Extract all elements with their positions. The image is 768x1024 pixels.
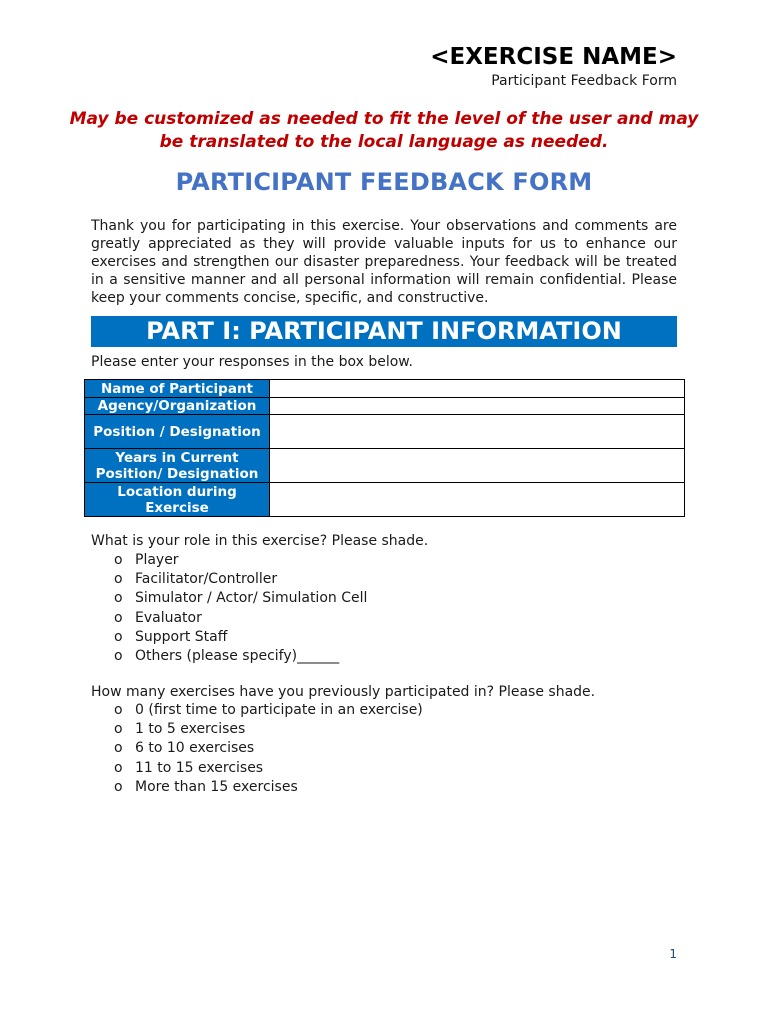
header-subtitle: Participant Feedback Form xyxy=(491,73,677,89)
list-item[interactable] xyxy=(114,551,367,570)
part1-banner: PART I: PARTICIPANT INFORMATION xyxy=(91,316,677,347)
option-label: Support Staff xyxy=(135,628,228,645)
question-role-prompt: What is your role in this exercise? Please shade. xyxy=(91,533,429,549)
field-input-name[interactable] xyxy=(270,380,685,398)
option-label: 0 (first time to participate in an exercise) xyxy=(135,702,423,718)
intro-paragraph: Thank you for participating in this exercise. Your observations and comments are greatly appreciated as they will provide valuable inputs for us to enhance our exercises and strengthen our disaster preparedness. Your feedback will be treated in a sensitive manner and all personal information will remain confidential. Please keep your comments concise, specific, and constructive. xyxy=(91,218,677,306)
list-item[interactable] xyxy=(114,589,367,608)
option-bullet: o xyxy=(114,702,123,718)
option-bullet: o xyxy=(114,552,123,568)
field-label-location: Location during Exercise xyxy=(85,483,270,517)
list-item[interactable] xyxy=(114,701,423,720)
count-options-list xyxy=(114,701,423,797)
field-input-position[interactable] xyxy=(270,415,685,449)
customization-note: May be customized as needed to fit the level of the user and may be translated to the local language as needed. xyxy=(69,109,699,152)
list-item[interactable] xyxy=(114,570,367,589)
option-label: 1 to 5 exercises xyxy=(135,721,246,738)
form-title: PARTICIPANT FEEDBACK FORM xyxy=(175,168,593,196)
list-item[interactable] xyxy=(114,739,423,758)
question-count-prompt: How many exercises have you previously participated in? Please shade. xyxy=(91,684,596,700)
option-bullet: o xyxy=(114,778,123,795)
table-row xyxy=(85,398,685,415)
exercise-name-heading: <EXERCISE NAME> xyxy=(430,44,677,70)
field-label-agency: Agency/Organization xyxy=(85,398,270,415)
option-label: Evaluator xyxy=(135,609,202,626)
participant-info-table xyxy=(84,379,685,517)
option-label: 6 to 10 exercises xyxy=(135,740,255,757)
field-input-agency[interactable] xyxy=(270,398,685,415)
option-bullet: o xyxy=(114,721,123,738)
role-options-list xyxy=(114,551,367,666)
option-label: Others (please specify)______ xyxy=(135,647,340,664)
option-bullet: o xyxy=(114,647,123,664)
option-label: Facilitator/Controller xyxy=(135,571,278,588)
table-row xyxy=(85,449,685,483)
list-item[interactable] xyxy=(114,628,367,647)
option-bullet: o xyxy=(114,571,123,588)
field-label-position: Position / Designation xyxy=(85,415,270,449)
option-label: Simulator / Actor/ Simulation Cell xyxy=(135,590,368,607)
table-row xyxy=(85,380,685,398)
list-item[interactable] xyxy=(114,609,367,628)
table-row xyxy=(85,483,685,517)
list-item[interactable] xyxy=(114,778,423,797)
option-bullet: o xyxy=(114,609,123,626)
field-input-years[interactable] xyxy=(270,449,685,483)
page-number: 1 xyxy=(669,947,677,961)
list-item[interactable] xyxy=(114,759,423,778)
table-row xyxy=(85,415,685,449)
list-item[interactable] xyxy=(114,647,367,666)
option-bullet: o xyxy=(114,628,123,645)
field-label-years: Years in Current Position/ Designation xyxy=(85,449,270,483)
option-bullet: o xyxy=(114,590,123,607)
option-label: More than 15 exercises xyxy=(135,778,298,795)
list-item[interactable] xyxy=(114,720,423,739)
part1-instructions: Please enter your responses in the box below. xyxy=(91,354,413,370)
field-label-name: Name of Participant xyxy=(85,380,270,398)
option-bullet: o xyxy=(114,740,123,757)
option-label: 11 to 15 exercises xyxy=(135,759,264,776)
field-input-location[interactable] xyxy=(270,483,685,517)
option-label: Player xyxy=(135,552,179,568)
option-bullet: o xyxy=(114,759,123,776)
